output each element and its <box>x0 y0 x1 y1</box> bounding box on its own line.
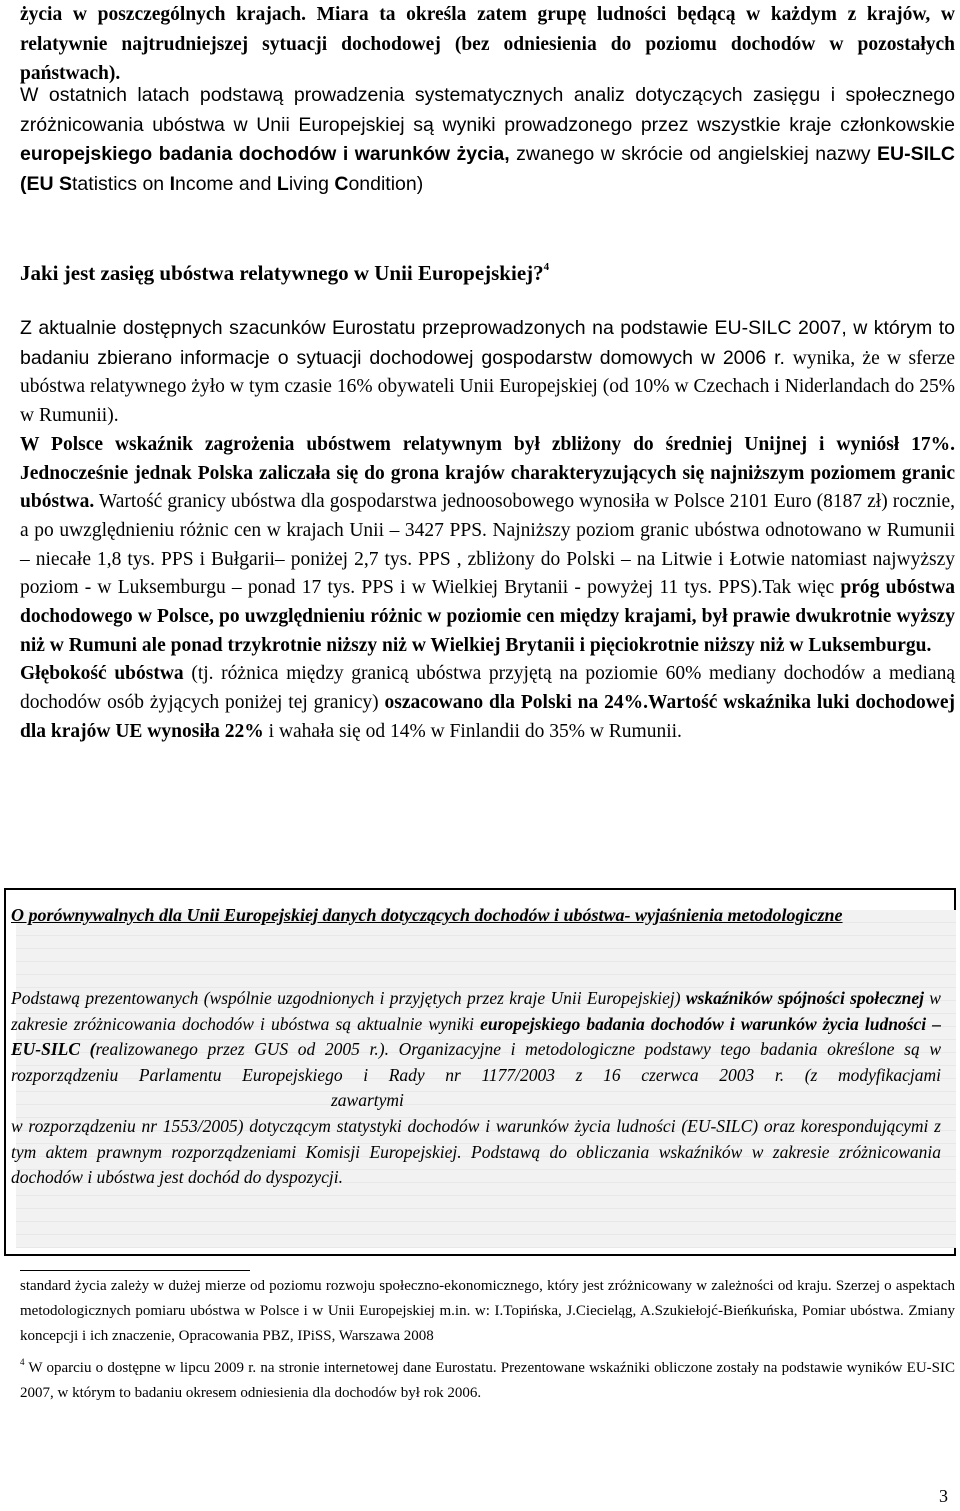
methodology-text-1: Podstawą prezentowanych (wspólnie uzgodnionych i przyjętych przez kraje Unii Europejskiej) <box>11 988 686 1008</box>
eu-silc-expansion-2: ncome and <box>174 172 277 195</box>
footnote-separator <box>20 1270 250 1271</box>
methodology-text-3: realizowanego przez GUS od 2005 r.). Organizacyjne i metodologiczne podstawy tego badania określone są w rozporządzeniu Parlamentu Europejskiego i Rady nr 1177/2003 z 16 czerwca 2003 r. (z modyfikacjami <box>11 1039 941 1085</box>
poverty-text-3: Wartość granicy ubóstwa dla gospodarstwa jednoosobowego wynosiła w Polsce 2101 Euro (8187 zł) rocznie, a po uwzględnieniu różnic cen w krajach Unii – 3427 PPS. Najniższy poziom granic ubóstwa odnotowano w Rumunii – niecałe 1,8 tys. PPS i Bułgarii– poniżej 2,7 tys. PPS , zbliżony do Polski – na Litwie i Łotwie natomiast najwyższy poziom - w Luksemburgu – ponad 17 tys. PPS i w Wielkiej Brytanii - powyżej 11 tys. PPS).Tak więc <box>20 491 955 599</box>
eu-silc-text-2: zwanego w skrócie od angielskiej nazwy <box>509 143 877 165</box>
poverty-poland-bold: W Polsce wskaźnik zagrożenia ubóstwem relatywnym był zbliżony do średniej Unijnej i wyniósł 17%. Jednocześnie jednak Polska zaliczała się do grona krajów charakteryzujących się najniższym poziomem granic ubóstwa. <box>20 433 955 513</box>
paragraph-intro <box>20 0 955 89</box>
methodology-indicators: wskaźników spójności społecznej <box>685 988 924 1008</box>
methodology-survey: europejskiego badania dochodów i warunków życia ludności – EU-SILC ( <box>11 1013 941 1060</box>
page-number: 3 <box>939 1486 948 1506</box>
methodology-title: O porównywalnych dla Unii Europejskiej danych dotyczących dochodów i ubóstwa- wyjaśnienia metodologiczne <box>11 905 843 925</box>
section-heading <box>20 253 549 288</box>
poverty-text-1: Z aktualnie dostępnych szacunków Eurostatu przeprowadzonych na podstawie EU-SILC 2007, w którym to badaniu zbierano informacje o sytuacji dochodowej gospodarstw domowych w 2006 r. <box>20 317 955 369</box>
eu-silc-acronym: EU-SILC (EU S <box>20 143 955 195</box>
eu-silc-letter-c: C <box>334 172 349 195</box>
intro-text: życia w poszczególnych krajach. Miara ta określa zatem grupę ludności będącą w każdym z krajów, w relatywnie najtrudniejszej sytuacji dochodowej (bez odniesienia do poziomu dochodów w pozostałych państwach). <box>20 4 955 84</box>
paragraph-poverty-scope <box>20 314 955 747</box>
eu-silc-expansion-3: iving <box>288 172 335 195</box>
footnote-marker: 4 <box>543 261 550 273</box>
footnote-3: standard życia zależy w dużej mierze od poziomu rozwoju społeczno-ekonomicznego, który jest zróżnicowany w zależności od kraju. Szerzej o aspektach metodologicznych pomiaru ubóstwa w Polsce i w Unii Europejskiej m.in. w: I.Topińska, J.Cieciеląg, A.Szukiełojć-Bieńkuńska, Pomiar ubóstwa. Zmiany koncepcji i ich znaczenie, Opracowania PBZ, IPiSS, Warszawa 2008 <box>20 1278 955 1345</box>
methodology-text-5: w rozporządzeniu nr 1553/2005) dotyczącym statystyki dochodów i warunków życia ludności (EU-SILC) oraz korespondującymi z tym aktem prawnym rozporządzeniami Komisji Europejskiej. Podstawą do obliczania wskaźników w zakresie zróżnicowania dochodów i ubóstwa jest dochód do dyspozycji. <box>11 1115 941 1188</box>
paragraph-eu-silc <box>20 81 955 199</box>
methodology-box <box>4 888 956 1256</box>
poverty-text-5: i wahała się od 14% w Finlandii do 35% w Rumunii. <box>263 720 682 742</box>
methodology-body <box>11 986 941 1191</box>
footnote-4-marker: 4 <box>20 1356 25 1367</box>
eu-silc-expansion-4: ondition) <box>348 172 424 195</box>
eu-silc-text-1: W ostatnich latach podstawą prowadzenia systematycznych analiz dotyczących zasięgu i społecznego zróżnicowania ubóstwa w Unii Europejskiej są wyniki prowadzonego przez wszystkie kraje członkowskie <box>20 84 955 136</box>
heading-text: Jaki jest zasięg ubóstwa relatywnego w Unii Europejskiej? <box>20 261 544 285</box>
eu-silc-expansion-1: tatistics on <box>72 172 170 195</box>
poverty-depth-label: Głębokość ubóstwa <box>20 663 184 685</box>
footnote-4: W oparciu o dostępne w lipcu 2009 r. na stronie internetowej dane Eurostatu. Prezentowane wskaźniki obliczone zostały na podstawie wyników EU-SIC 2007, w którym to badaniu okresem odniesienia dla dochodów był rok 2006. <box>20 1359 955 1401</box>
poverty-threshold-bold: próg ubóstwa dochodowego w Polsce, po uwzględnieniu różnic w poziomie cen między krajami, był prawie dwukrotnie wyższy niż w Rumuni ale ponad trzykrotnie niższy niż w Wielkiej Brytanii i pięciokrotnie niższy niż w Luksemburgu. <box>20 577 955 656</box>
eu-silc-survey-name: europejskiego badania dochodów i warunków życia, <box>20 143 510 165</box>
eu-silc-letter-l: L <box>276 172 289 195</box>
methodology-text-2: w zakresie zróżnicowania dochodów i ubóstwa są aktualnie wyniki <box>11 988 941 1034</box>
poverty-text-4: (tj. różnica między granicą ubóstwa przyjętą na poziomie 60% mediany dochodów a medianą dochodów osób żyjących poniżej tej granicy) <box>20 663 955 714</box>
poverty-gap-bold: Wartość wskaźnika luki dochodowej dla krajów UE wynosiła 22% <box>20 692 955 742</box>
poverty-text-2: wynika, że w sferze ubóstwa relatywnego żyło w tym czasie 16% obywateli Unii Europejskiej (od 10% w Czechach i Niderlandach do 25% w Rumunii). <box>20 347 956 427</box>
poverty-estimate-bold: oszacowano dla Polski na 24%. <box>384 692 649 714</box>
eu-silc-letter-i: I <box>169 172 175 195</box>
methodology-text-4: zawartymi <box>331 1090 404 1111</box>
footnotes <box>20 1274 955 1406</box>
